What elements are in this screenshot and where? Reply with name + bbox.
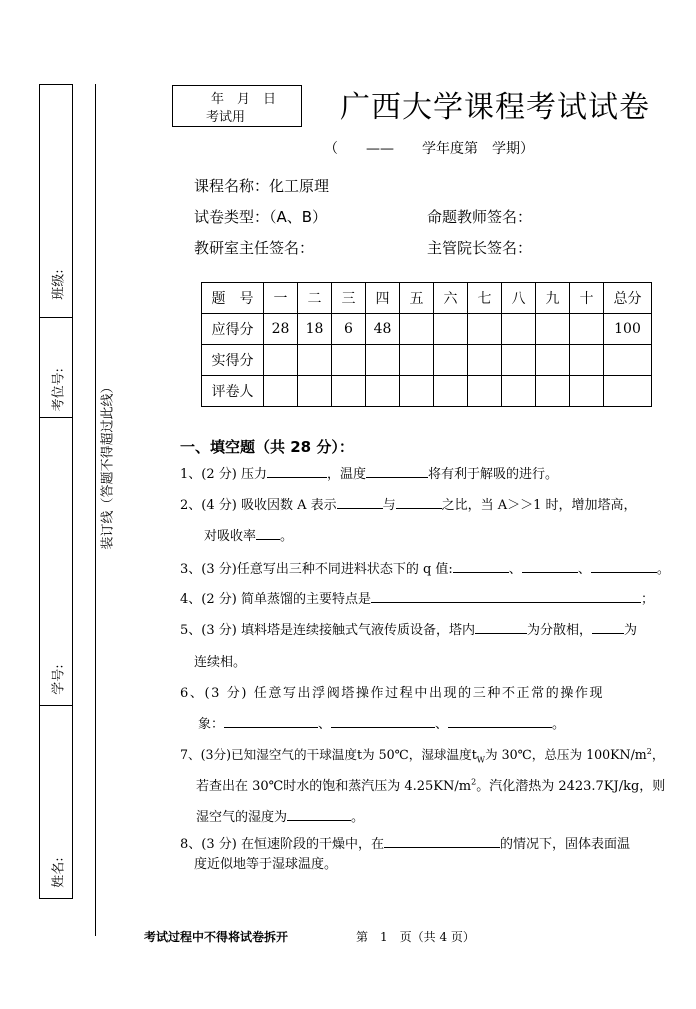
score-input-cell[interactable] (434, 345, 468, 376)
class-label: 班级: (51, 269, 67, 300)
table-header-cell: 十 (570, 283, 604, 314)
score-input-cell[interactable] (502, 345, 536, 376)
grader-input-cell[interactable] (570, 376, 604, 407)
grader-input-cell[interactable] (604, 376, 652, 407)
answer-blank[interactable] (448, 715, 552, 728)
table-header-cell: 七 (468, 283, 502, 314)
grader-input-cell[interactable] (536, 376, 570, 407)
table-header-cell: 题 号 (202, 283, 264, 314)
date-box (172, 85, 302, 127)
answer-blank[interactable] (475, 621, 527, 634)
score-table (201, 282, 652, 407)
page-title: 广西大学课程考试试卷 (340, 90, 650, 125)
table-cell (570, 314, 604, 345)
grader-input-cell[interactable] (502, 376, 536, 407)
table-cell: 48 (366, 314, 400, 345)
dean-signature-label: 主管院长签名： (427, 239, 533, 257)
table-header-cell: 三 (332, 283, 366, 314)
question-8: 8、(3 分) 在恒速阶段的干燥中，在 的情况下，固体表面温 (180, 837, 630, 852)
academic-year-line: （ —— 学年度第 学期） (324, 141, 534, 157)
question-2: 2、(4 分) 吸收因数 A 表示 与 之比，当 A＞＞1 时，增加塔高， (180, 498, 637, 513)
grader-input-cell[interactable] (400, 376, 434, 407)
answer-blank[interactable] (337, 496, 383, 509)
answer-blank[interactable] (522, 560, 578, 573)
table-cell: 100 (604, 314, 652, 345)
score-input-cell[interactable] (264, 345, 298, 376)
table-cell (502, 314, 536, 345)
table-cell (400, 314, 434, 345)
table-header-cell: 六 (434, 283, 468, 314)
grader-input-cell[interactable] (468, 376, 502, 407)
table-header-cell: 总分 (604, 283, 652, 314)
table-header-cell: 五 (400, 283, 434, 314)
question-5: 5、(3 分) 填料塔是连续接触式气液传质设备，塔内 为分散相， 为 (180, 623, 637, 638)
grader-input-cell[interactable] (366, 376, 400, 407)
table-cell: 评卷人 (202, 376, 264, 407)
paper-type: 试卷类型：（A、B） (194, 208, 328, 226)
name-label: 姓名: (51, 857, 67, 888)
score-input-cell[interactable] (400, 345, 434, 376)
strip-divider (40, 317, 72, 318)
student-id-label: 学号: (51, 664, 67, 695)
seat-label: 考位号: (51, 368, 67, 412)
question-6-cont: 象： 、 、 。 (198, 717, 566, 732)
grader-input-cell[interactable] (298, 376, 332, 407)
table-header-cell: 八 (502, 283, 536, 314)
question-7-cont2: 湿空气的湿度为 。 (196, 810, 365, 825)
section-title: 一、填空题（共 28 分）： (180, 438, 354, 456)
table-cell: 18 (298, 314, 332, 345)
course-name: 课程名称：化工原理 (194, 177, 330, 195)
table-row (202, 376, 652, 407)
score-input-cell[interactable] (570, 345, 604, 376)
question-2-cont: 对吸收率 。 (204, 529, 294, 544)
footer-notice: 考试过程中不得将试卷拆开 (144, 930, 289, 944)
score-input-cell[interactable] (536, 345, 570, 376)
table-cell (536, 314, 570, 345)
question-6: 6、(3 分) 任意写出浮阀塔操作过程中出现的三种不正常的操作现 (180, 686, 605, 701)
answer-blank[interactable] (366, 465, 428, 478)
table-header-cell: 一 (264, 283, 298, 314)
score-input-cell[interactable] (366, 345, 400, 376)
question-7: 7、(3分)已知湿空气的干球温度t为 50℃，湿球温度$t_W$为 30℃，总压为 $100KN/m^2$， (180, 746, 665, 765)
question-8-cont: 度近似地等于湿球温度。 (194, 857, 338, 872)
answer-blank[interactable] (224, 715, 318, 728)
answer-blank[interactable] (396, 496, 442, 509)
director-signature-label: 教研室主任签名： (194, 239, 315, 257)
question-1: 1、(2 分) 压力 ，温度 将有利于解吸的进行。 (180, 467, 558, 482)
setter-signature-label: 命题教师签名： (427, 208, 533, 226)
answer-blank[interactable] (384, 835, 500, 848)
grader-input-cell[interactable] (264, 376, 298, 407)
grader-input-cell[interactable] (332, 376, 366, 407)
table-header-cell: 二 (298, 283, 332, 314)
question-7-cont: 若查出在 30℃时水的饱和蒸汽压为 $4.25KN/m^2$。汽化潜热为 2423.7KJ/kg，则 (196, 777, 666, 794)
table-header-cell: 九 (536, 283, 570, 314)
table-header-cell: 四 (366, 283, 400, 314)
table-cell: 6 (332, 314, 366, 345)
table-cell (468, 314, 502, 345)
answer-blank[interactable] (256, 527, 280, 540)
table-cell: 实得分 (202, 345, 264, 376)
score-input-cell[interactable] (604, 345, 652, 376)
answer-blank[interactable] (287, 808, 351, 821)
question-5-cont: 连续相。 (194, 655, 247, 670)
table-cell (434, 314, 468, 345)
answer-blank[interactable] (592, 621, 624, 634)
answer-blank[interactable] (267, 465, 327, 478)
binding-strip (39, 84, 73, 899)
table-row (202, 345, 652, 376)
score-input-cell[interactable] (468, 345, 502, 376)
table-header-row (202, 283, 652, 314)
page-number: 第 1 页（共 4 页） (356, 930, 475, 944)
answer-blank[interactable] (591, 560, 657, 573)
date-line: 年 月 日 (211, 92, 277, 107)
question-3: 3、(3 分)任意写出三种不同进料状态下的 q 值: 、 、 。 (180, 562, 670, 577)
exam-use-label: 考试用 (206, 110, 246, 125)
table-cell: 28 (264, 314, 298, 345)
answer-blank[interactable] (331, 715, 435, 728)
score-input-cell[interactable] (332, 345, 366, 376)
question-4: 4、(2 分) 简单蒸馏的主要特点是 ； (180, 592, 654, 607)
answer-blank[interactable] (453, 560, 509, 573)
strip-divider (40, 705, 72, 706)
table-cell: 应得分 (202, 314, 264, 345)
binding-notice: 装订线（答题不得超过此线） (100, 380, 116, 550)
answer-blank[interactable] (371, 590, 641, 603)
score-input-cell[interactable] (298, 345, 332, 376)
grader-input-cell[interactable] (434, 376, 468, 407)
strip-divider (40, 417, 72, 418)
table-row (202, 314, 652, 345)
